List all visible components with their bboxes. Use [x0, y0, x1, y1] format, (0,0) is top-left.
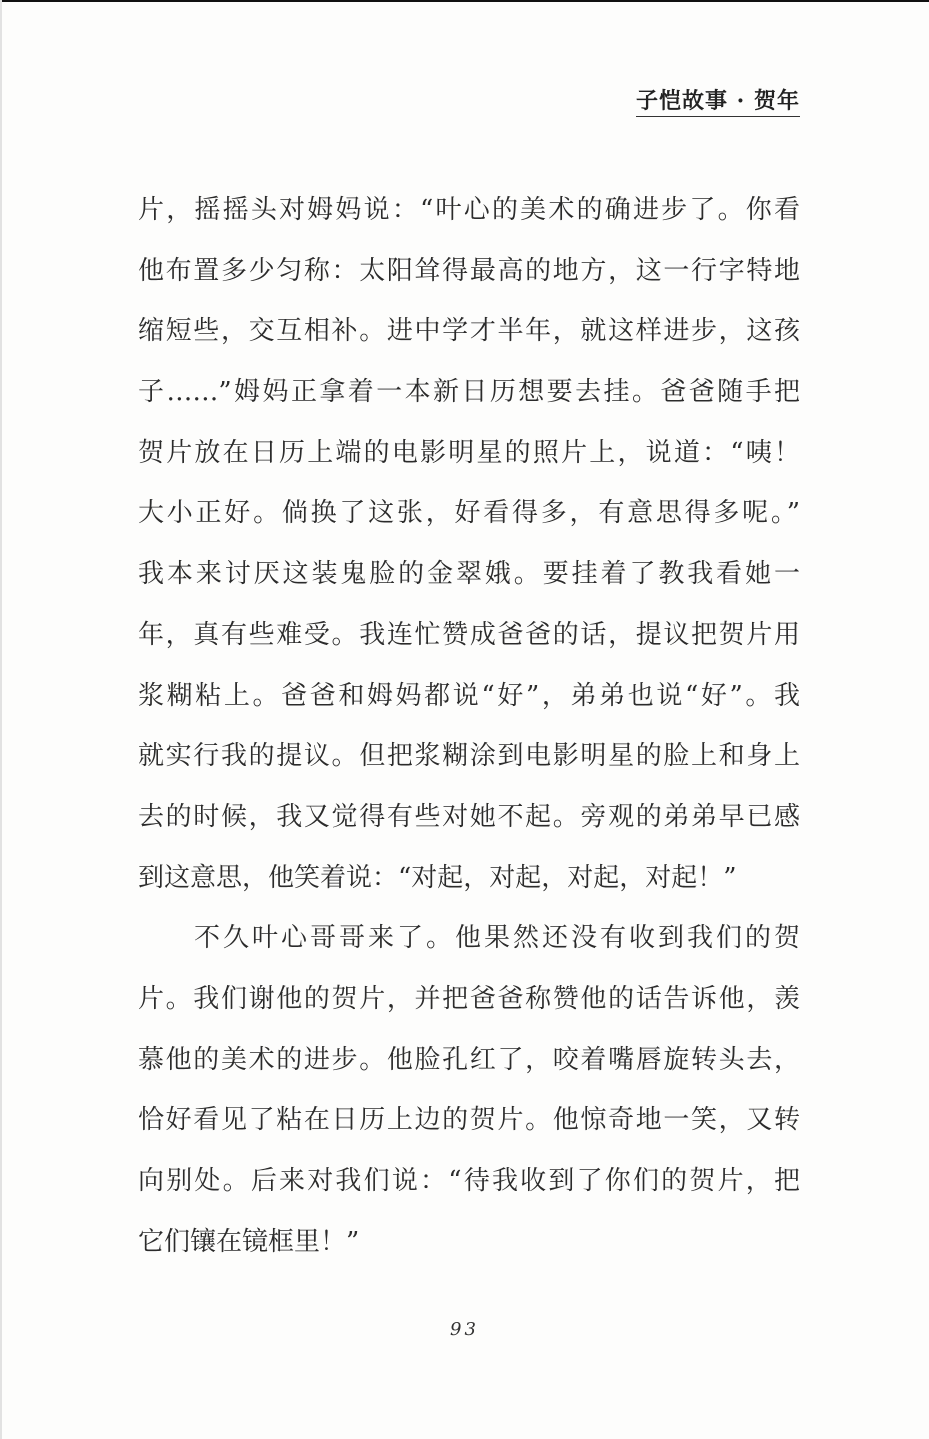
paragraph-end-line: 到这意思，他笑着说：“对起，对起，对起，对起！”	[138, 862, 737, 893]
text-line: 贺片放在日历上端的电影明星的照片上，说道：“咦！	[138, 437, 800, 468]
text-line: 我本来讨厌这装鬼脸的金翠娥。要挂着了教我看她一	[138, 559, 800, 590]
page-number: 93	[450, 1319, 479, 1340]
text-line: 年，真有些难受。我连忙赞成爸爸的话，提议把贺片用	[138, 619, 800, 650]
text-line: 子……”姆妈正拿着一本新日历想要去挂。爸爸随手把	[138, 377, 800, 408]
text-line: 片。我们谢他的贺片，并把爸爸称赞他的话告诉他，羡	[138, 983, 800, 1014]
text-line: 去的时候，我又觉得有些对她不起。旁观的弟弟早已感	[138, 801, 800, 832]
text-line: 缩短些，交互相补。进中学才半年，就这样进步，这孩	[138, 316, 800, 347]
paragraph-end-line: 它们镶在镜框里！”	[138, 1226, 360, 1257]
text-line: 浆糊粘上。爸爸和姆妈都说“好”，弟弟也说“好”。我	[138, 680, 800, 711]
text-line: 恰好看见了粘在日历上边的贺片。他惊奇地一笑，又转	[138, 1105, 800, 1136]
top-rule	[0, 0, 929, 2]
body-text	[138, 180, 800, 1272]
page-edge	[0, 0, 2, 1439]
text-line: 向别处。后来对我们说：“待我收到了你们的贺片，把	[138, 1166, 800, 1196]
running-header: 子恺故事 · 贺年	[636, 88, 800, 117]
paragraph-start-line: 不久叶心哥哥来了。他果然还没有收到我们的贺	[194, 923, 800, 954]
text-line: 片，摇摇头对姆妈说：“叶心的美术的确进步了。你看	[138, 195, 800, 225]
text-line: 就实行我的提议。但把浆糊涂到电影明星的脸上和身上	[138, 741, 800, 772]
text-line: 大小正好。倘换了这张，好看得多，有意思得多呢。”	[138, 498, 800, 529]
text-line: 慕他的美术的进步。他脸孔红了，咬着嘴唇旋转头去，	[138, 1044, 800, 1075]
text-line: 他布置多少匀称：太阳耸得最高的地方，这一行字特地	[138, 255, 800, 286]
